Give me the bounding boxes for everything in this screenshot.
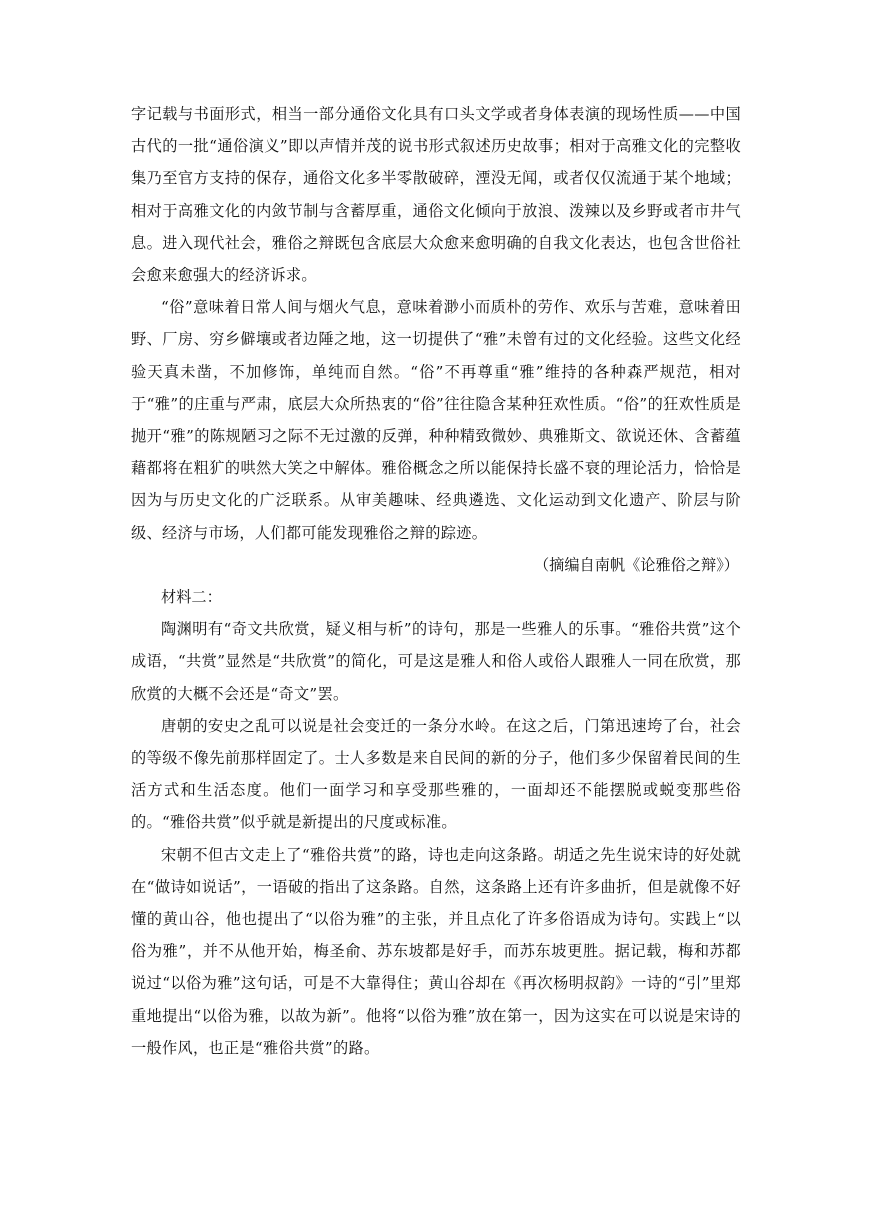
paragraph-song-dynasty: 宋朝不但古文走上了“雅俗共赏”的路，诗也走向这条路。胡适之先生说宋诗的好处就在“做诗如说话”，一语破的指出了这条路。自然，这条路上还有许多曲折，但是就像不好懂的黄山谷，他也提出了“以俗为雅”的主张，并且点化了许多俗语成为诗句。实践上“以俗为雅”，并不从他开始，梅圣俞、苏东坡都是好手，而苏东坡更胜。据记载，梅和苏都说过“以俗为雅”这句话，可是不大靠得住；黄山谷却在《再次杨明叔韵》一诗的“引”里郑重地提出“以俗为雅，以故为新”。他将“以俗为雅”放在第一，因为这实在可以说是宋诗的一般作风，也正是“雅俗共赏”的路。 (131, 845, 741, 1057)
paragraph-tao-yuanming: 陶渊明有“奇文共欣赏，疑义相与析”的诗句，那是一些雅人的乐事。“雅俗共赏”这个成语，“共赏”显然是“共欣赏”的简化，可是这是雅人和俗人或俗人跟雅人一同在欣赏，那欣赏的大概不会还是“奇文”罢。 (131, 620, 741, 703)
source-citation: （摘编自南帆《论雅俗之辩》） (533, 555, 739, 574)
document-page (131, 98, 741, 1064)
material-two-heading: 材料二： (161, 588, 222, 607)
paragraph-tang-dynasty: 唐朝的安史之乱可以说是社会变迁的一条分水岭。在这之后，门第迅速垮了台，社会的等级不像先前那样固定了。士人多数是来自民间的新的分子，他们多少保留着民间的生活方式和生活态度。他们一面学习和享受那些雅的，一面却还不能摆脱或蜕变那些俗的。“雅俗共赏”似乎就是新提出的尺度或标准。 (131, 716, 741, 832)
paragraph-su-meaning: “俗”意味着日常人间与烟火气息，意味着渺小而质朴的劳作、欢乐与苦难，意味着田野、厂房、穷乡僻壤或者边陲之地，这一切提供了“雅”未曾有过的文化经验。这些文化经验天真未凿，不加修饰，单纯而自然。“俗”不再尊重“雅”维持的各种森严规范，相对于“雅”的庄重与严肃，底层大众所热衷的“俗”往往隐含某种狂欢性质。“俗”的狂欢性质是抛开“雅”的陈规陋习之际不无过激的反弹，种种精致微妙、典雅斯文、欲说还休、含蓄蕴藉都将在粗犷的哄然大笑之中解体。雅俗概念之所以能保持长盛不衰的理论活力，恰恰是因为与历史文化的广泛联系。从审美趣味、经典遴选、文化运动到文化遗产、阶层与阶级、经济与市场，人们都可能发现雅俗之辩的踪迹。 (131, 298, 741, 542)
paragraph-continuation: 字记载与书面形式，相当一部分通俗文化具有口头文学或者身体表演的现场性质——中国古代的一批“通俗演义”即以声情并茂的说书形式叙述历史故事；相对于高雅文化的完整收集乃至官方支持的保存，通俗文化多半零散破碎，湮没无闻，或者仅仅流通于某个地域；相对于高雅文化的内敛节制与含蓄厚重，通俗文化倾向于放浪、泼辣以及乡野或者市井气息。进入现代社会，雅俗之辩既包含底层大众愈来愈明确的自我文化表达，也包含世俗社会愈来愈强大的经济诉求。 (131, 105, 741, 285)
